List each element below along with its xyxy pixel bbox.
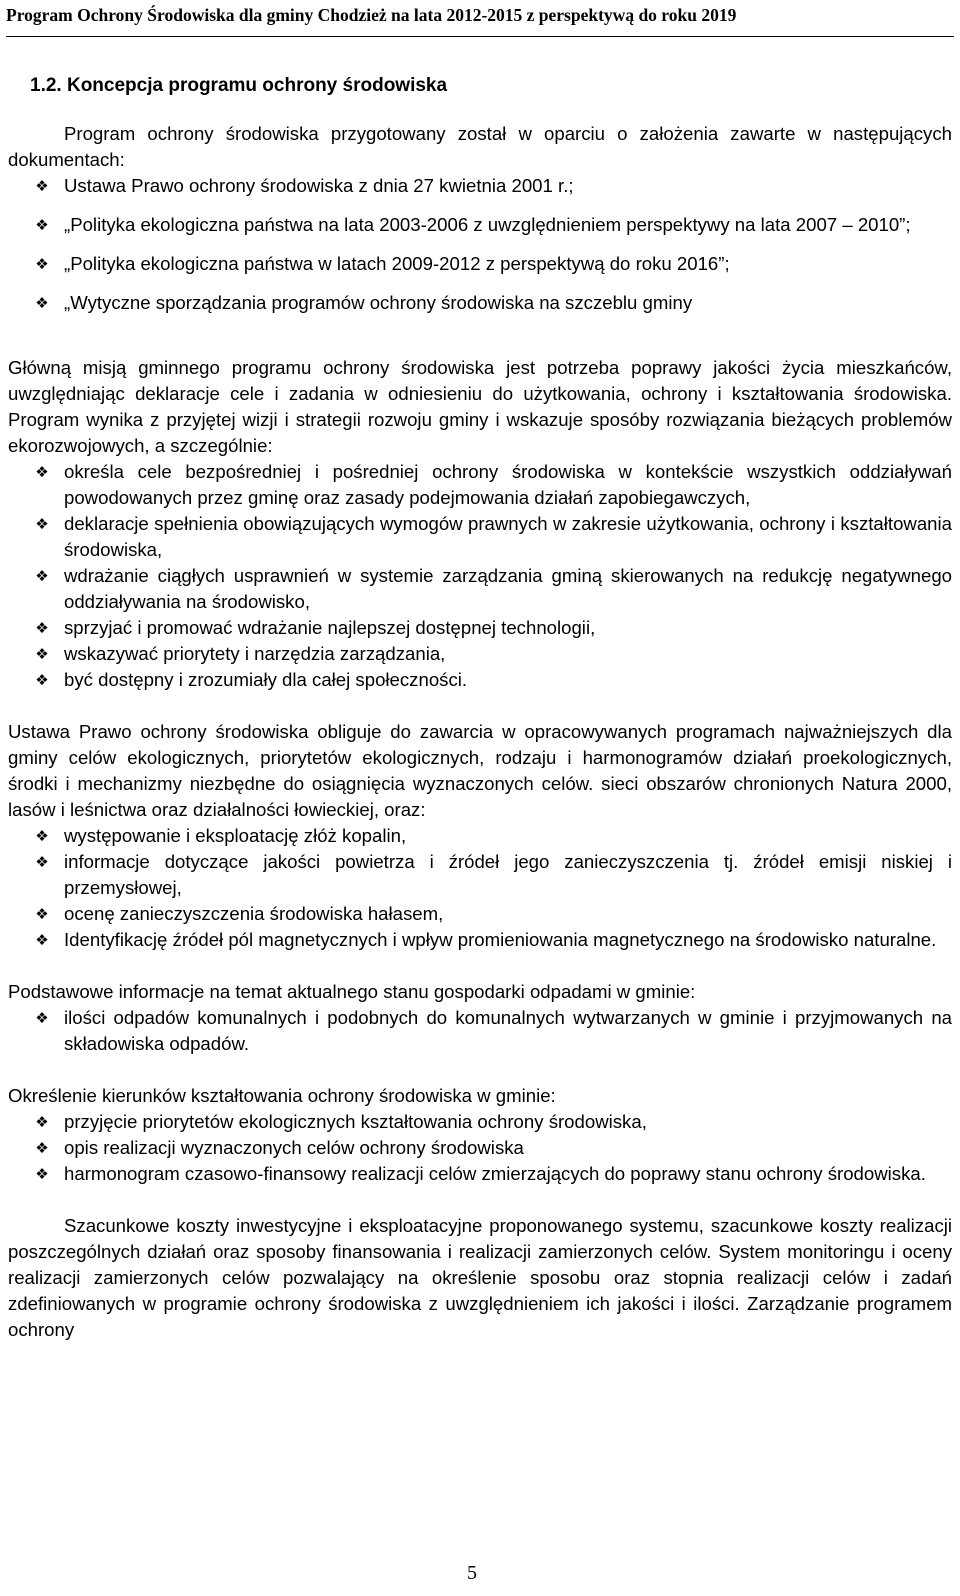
source-documents-list xyxy=(8,173,952,316)
diamond-bullet-icon: ❖ xyxy=(35,931,49,949)
diamond-bullet-icon: ❖ xyxy=(35,1009,49,1027)
mission-list xyxy=(8,459,952,693)
directions-paragraph: Określenie kierunków kształtowania ochrony środowiska w gminie: xyxy=(8,1085,556,1106)
page-number: 5 xyxy=(467,1562,477,1584)
law-list xyxy=(8,823,952,953)
list-item: ❖ informacje dotyczące jakości powietrza i źródeł jego zanieczyszczenia tj. źródeł emisji niskiej i przemysłowej, xyxy=(8,849,952,901)
diamond-bullet-icon: ❖ xyxy=(35,177,49,195)
body-text xyxy=(8,121,952,1343)
intro-paragraph: Program ochrony środowiska przygotowany został w oparciu o założenia zawarte w następujących dokumentach: xyxy=(8,123,952,170)
diamond-bullet-icon: ❖ xyxy=(35,1113,49,1131)
diamond-bullet-icon: ❖ xyxy=(35,827,49,845)
diamond-bullet-icon: ❖ xyxy=(35,567,49,585)
law-paragraph: Ustawa Prawo ochrony środowiska obliguje do zawarcia w opracowywanych programach najważniejszych dla gminy celów ekologicznych, priorytetów ekologicznych, rodzaju i harmonogramów działań proekologicznych, środki i mechanizmy niezbędne do osiągnięcia wyznaczonych celów. sieci obszarów chronionych Natura 2000, lasów i leśnictwa oraz działalności łowieckiej, oraz: xyxy=(8,721,952,820)
list-item: ❖ wdrażanie ciągłych usprawnień w systemie zarządzania gminą skierowanych na redukcję negatywnego oddziaływania na środowisko, xyxy=(8,563,952,615)
list-item: ❖ określa cele bezpośredniej i pośredniej ochrony środowiska w kontekście wszystkich oddziaływań powodowanych przez gminę oraz zasady podejmowania działań zapobiegawczych, xyxy=(8,459,952,511)
list-item: ❖ być dostępny i zrozumiały dla całej społeczności. xyxy=(8,667,952,693)
list-item: ❖ Ustawa Prawo ochrony środowiska z dnia 27 kwietnia 2001 r.; xyxy=(8,173,952,199)
list-item: ❖ „Wytyczne sporządzania programów ochrony środowiska na szczeblu gminy xyxy=(8,290,952,316)
list-item: ❖ opis realizacji wyznaczonych celów ochrony środowiska xyxy=(8,1135,952,1161)
list-item: ❖ wskazywać priorytety i narzędzia zarządzania, xyxy=(8,641,952,667)
diamond-bullet-icon: ❖ xyxy=(35,671,49,689)
running-header: Program Ochrony Środowiska dla gminy Chodzież na lata 2012-2015 z perspektywą do roku 2019 xyxy=(6,5,954,37)
diamond-bullet-icon: ❖ xyxy=(35,905,49,923)
list-item: ❖ „Polityka ekologiczna państwa w latach 2009-2012 z perspektywą do roku 2016”; xyxy=(8,251,952,277)
list-item: ❖ „Polityka ekologiczna państwa na lata 2003-2006 z uwzględnieniem perspektywy na lata 2007 – 2010”; xyxy=(8,212,952,238)
diamond-bullet-icon: ❖ xyxy=(35,515,49,533)
diamond-bullet-icon: ❖ xyxy=(35,255,49,273)
waste-list xyxy=(8,1005,952,1057)
section-heading: 1.2. Koncepcja programu ochrony środowiska xyxy=(30,75,448,96)
list-item: ❖ Identyfikację źródeł pól magnetycznych i wpływ promieniowania magnetycznego na środowisko naturalne. xyxy=(8,927,952,953)
waste-paragraph: Podstawowe informacje na temat aktualnego stanu gospodarki odpadami w gminie: xyxy=(8,981,696,1002)
list-item: ❖ ocenę zanieczyszczenia środowiska hałasem, xyxy=(8,901,952,927)
list-item: ❖ przyjęcie priorytetów ekologicznych kształtowania ochrony środowiska, xyxy=(8,1109,952,1135)
diamond-bullet-icon: ❖ xyxy=(35,645,49,663)
list-item: ❖ ilości odpadów komunalnych i podobnych do komunalnych wytwarzanych w gminie i przyjmowanych na składowiska odpadów. xyxy=(8,1005,952,1057)
list-item: ❖ harmonogram czasowo-finansowy realizacji celów zmierzających do poprawy stanu ochrony środowiska. xyxy=(8,1161,952,1187)
costs-paragraph: Szacunkowe koszty inwestycyjne i eksploatacyjne proponowanego systemu, szacunkowe koszty realizacji poszczególnych działań oraz sposoby finansowania i realizacji zamierzonych celów. System monitoringu i oceny realizacji zamierzonych celów pozwalający na określenie sposobu oraz stopnia realizacji celów i zadań zdefiniowanych w programie ochrony środowiska z uwzględnieniem ich jakości i ilości. Zarządzanie programem ochrony xyxy=(8,1215,952,1340)
list-item: ❖ sprzyjać i promować wdrażanie najlepszej dostępnej technologii, xyxy=(8,615,952,641)
diamond-bullet-icon: ❖ xyxy=(35,1165,49,1183)
list-item: ❖ występowanie i eksploatację złóż kopalin, xyxy=(8,823,952,849)
diamond-bullet-icon: ❖ xyxy=(35,216,49,234)
directions-list xyxy=(8,1109,952,1187)
diamond-bullet-icon: ❖ xyxy=(35,619,49,637)
diamond-bullet-icon: ❖ xyxy=(35,463,49,481)
diamond-bullet-icon: ❖ xyxy=(35,853,49,871)
diamond-bullet-icon: ❖ xyxy=(35,294,49,312)
diamond-bullet-icon: ❖ xyxy=(35,1139,49,1157)
list-item: ❖ deklaracje spełnienia obowiązujących wymogów prawnych w zakresie użytkowania, ochrony i kształtowania środowiska, xyxy=(8,511,952,563)
mission-paragraph: Główną misją gminnego programu ochrony środowiska jest potrzeba poprawy jakości życia mieszkańców, uwzględniając deklaracje cele i zadania w odniesieniu do użytkowania, ochrony i kształtowania środowiska. Program wynika z przyjętej wizji i strategii rozwoju gminy i wskazuje sposóby rozwiązania bieżących problemów ekorozwojowych, a szczególnie: xyxy=(8,357,952,456)
